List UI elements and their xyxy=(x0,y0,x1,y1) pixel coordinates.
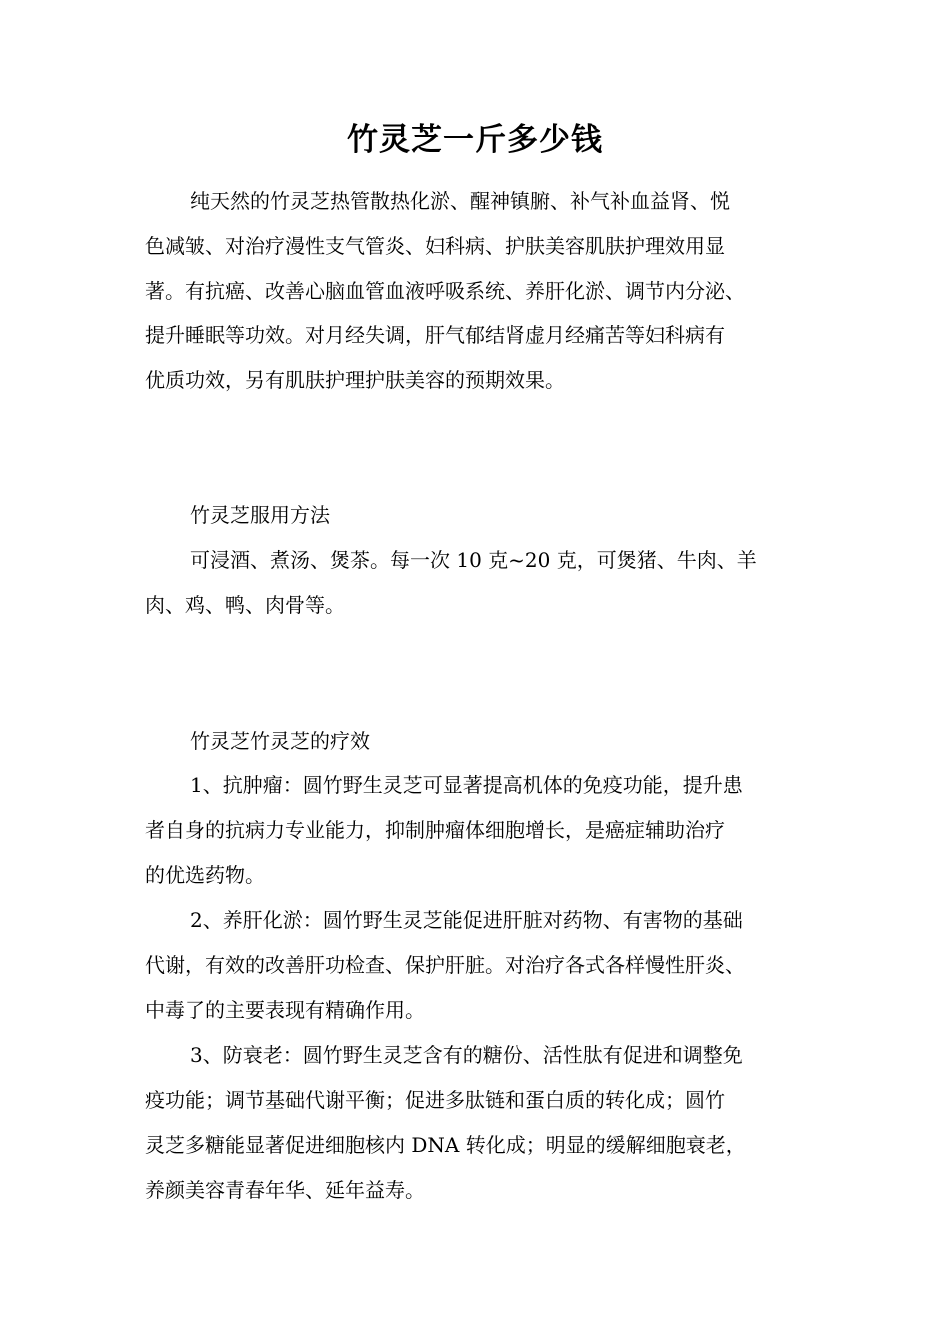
intro-line-2: 色减皱、对治疗漫性支气管炎、妇科病、护肤美容肌肤护理效用显 xyxy=(145,234,725,258)
effect3-line-2: 疫功能；调节基础代谢平衡；促进多肽链和蛋白质的转化成；圆竹 xyxy=(145,1088,725,1112)
effect2-line-3: 中毒了的主要表现有精确作用。 xyxy=(145,998,425,1022)
usage-line-1: 可浸酒、煮汤、煲茶。每一次 10 克~20 克，可煲猪、牛肉、羊 xyxy=(190,548,757,572)
intro-line-4: 提升睡眠等功效。对月经失调，肝气郁结肾虚月经痛苦等妇科病有 xyxy=(145,323,725,347)
effect3-line-1: 3、防衰老：圆竹野生灵芝含有的糖份、活性肽有促进和调整免 xyxy=(190,1043,743,1067)
usage-line-2: 肉、鸡、鸭、肉骨等。 xyxy=(145,593,345,617)
effect2-line-1: 2、养肝化淤：圆竹野生灵芝能促进肝脏对药物、有害物的基础 xyxy=(190,908,743,932)
effect1-line-1: 1、抗肿瘤：圆竹野生灵芝可显著提高机体的免疫功能，提升患 xyxy=(190,773,743,797)
effect3-line-3: 灵芝多糖能显著促进细胞核内 DNA 转化成；明显的缓解细胞衰老， xyxy=(145,1133,746,1157)
effect3-line-4: 养颜美容青春年华、延年益寿。 xyxy=(145,1178,425,1202)
effect2-line-2: 代谢，有效的改善肝功检查、保护肝脏。对治疗各式各样慢性肝炎、 xyxy=(145,953,745,977)
document-title: 竹灵芝一斤多少钱 xyxy=(347,122,603,158)
effects-heading: 竹灵芝竹灵芝的疗效 xyxy=(190,729,370,753)
intro-line-5: 优质功效，另有肌肤护理护肤美容的预期效果。 xyxy=(145,368,565,392)
intro-line-1: 纯天然的竹灵芝热管散热化淤、醒神镇腑、补气补血益肾、悦 xyxy=(190,189,730,213)
effect1-line-3: 的优选药物。 xyxy=(145,863,265,887)
usage-heading: 竹灵芝服用方法 xyxy=(190,503,330,527)
effect1-line-2: 者自身的抗病力专业能力，抑制肿瘤体细胞增长，是癌症辅助治疗 xyxy=(145,818,725,842)
intro-line-3: 著。有抗癌、改善心脑血管血液呼吸系统、养肝化淤、调节内分泌、 xyxy=(145,279,745,303)
